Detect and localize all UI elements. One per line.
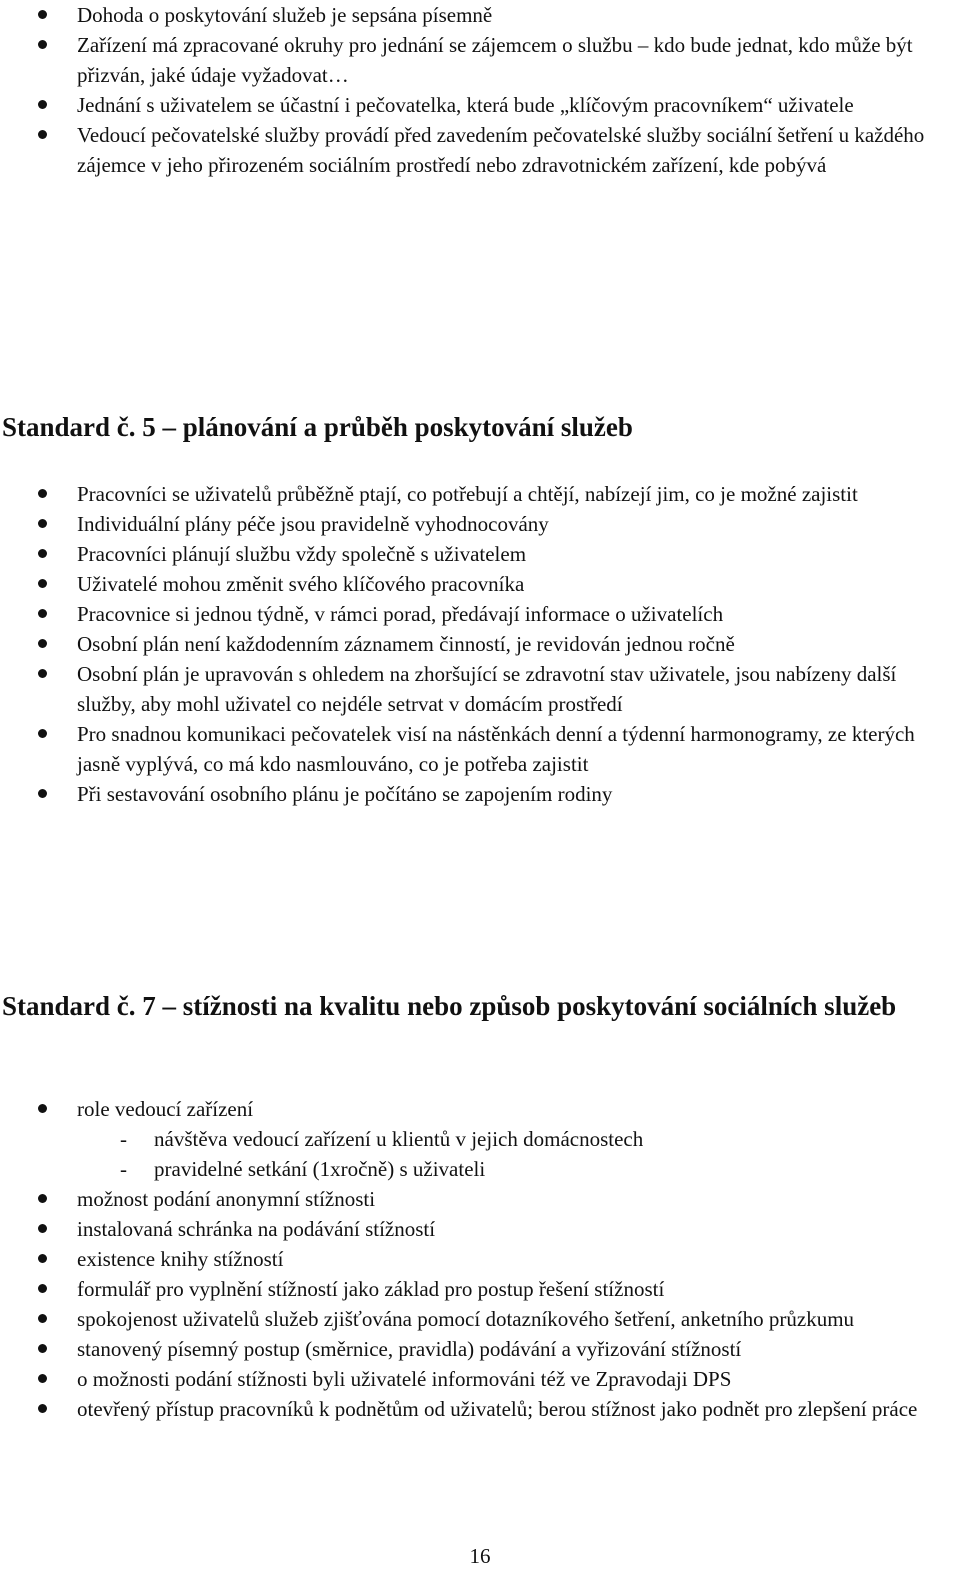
list-item-text: Dohoda o poskytování služeb je sepsána písemně bbox=[77, 3, 493, 27]
standard-7-heading: Standard č. 7 – stížnosti na kvalitu nebo způsob poskytování sociálních služeb bbox=[2, 991, 897, 1021]
bullet-icon bbox=[38, 1404, 47, 1413]
list-item bbox=[0, 1244, 960, 1274]
list-item bbox=[0, 479, 960, 509]
list-item-text: Osobní plán není každodenním záznamem činností, je revidován jednou ročně bbox=[77, 632, 735, 656]
list-item bbox=[0, 719, 960, 779]
sub-list-item bbox=[77, 1154, 954, 1184]
bullet-icon bbox=[38, 40, 47, 49]
standard-5-bullet-list bbox=[0, 479, 960, 809]
list-item bbox=[0, 539, 960, 569]
sub-list-item-text: pravidelné setkání (1xročně) s uživateli bbox=[154, 1157, 486, 1181]
list-item-text: Pracovníci se uživatelů průběžně ptají, co potřebují a chtějí, nabízejí jim, co je možné zajistit bbox=[77, 482, 858, 506]
sub-list-item-text: návštěva vedoucí zařízení u klientů v jejich domácnostech bbox=[154, 1127, 644, 1151]
list-item-text: role vedoucí zařízení bbox=[77, 1097, 254, 1121]
bullet-icon bbox=[38, 1224, 47, 1233]
list-item bbox=[0, 90, 960, 120]
list-item bbox=[0, 569, 960, 599]
list-item-text: existence knihy stížností bbox=[77, 1247, 284, 1271]
bullet-icon bbox=[38, 519, 47, 528]
list-item-text: Pracovníci plánují službu vždy společně s uživatelem bbox=[77, 542, 527, 566]
sub-list-item bbox=[77, 1124, 954, 1154]
list-item-text: možnost podání anonymní stížnosti bbox=[77, 1187, 376, 1211]
list-item-text: Pro snadnou komunikaci pečovatelek visí na nástěnkách denní a týdenní harmonogramy, ze kterých jasně vyplývá, co má kdo nasmlouváno, co je potřeba zajistit bbox=[77, 722, 915, 776]
list-item bbox=[0, 1394, 960, 1424]
list-item-text: Uživatelé mohou změnit svého klíčového pracovníka bbox=[77, 572, 525, 596]
intro-bullet-list bbox=[0, 0, 960, 180]
bullet-icon bbox=[38, 10, 47, 19]
bullet-icon bbox=[38, 609, 47, 618]
list-item bbox=[0, 30, 960, 90]
list-item bbox=[0, 779, 960, 809]
list-item-text: o možnosti podání stížnosti byli uživatelé informováni též ve Zpravodaji DPS bbox=[77, 1367, 732, 1391]
list-item-text: Vedoucí pečovatelské služby provádí před zavedením pečovatelské služby sociální šetření u každého zájemce v jeho přirozeném sociálním prostředí nebo zdravotnickém zařízení, kde pobývá bbox=[77, 123, 925, 177]
list-item-text: Při sestavování osobního plánu je počítáno se zapojením rodiny bbox=[77, 782, 613, 806]
bullet-icon bbox=[38, 669, 47, 678]
bullet-icon bbox=[38, 100, 47, 109]
standard-7-bullet-list bbox=[0, 1094, 960, 1424]
list-item-text: Jednání s uživatelem se účastní i pečovatelka, která bude „klíčovým pracovníkem“ uživatele bbox=[77, 93, 854, 117]
bullet-icon bbox=[38, 130, 47, 139]
list-item bbox=[0, 120, 960, 180]
page-number: 16 bbox=[469, 1544, 491, 1568]
bullet-icon bbox=[38, 1344, 47, 1353]
list-item bbox=[0, 1184, 960, 1214]
list-item-text: Individuální plány péče jsou pravidelně vyhodnocovány bbox=[77, 512, 549, 536]
bullet-icon bbox=[38, 789, 47, 798]
bullet-icon bbox=[38, 1314, 47, 1323]
list-item bbox=[0, 509, 960, 539]
dash-icon: - bbox=[120, 1157, 127, 1181]
bullet-icon bbox=[38, 489, 47, 498]
bullet-icon bbox=[38, 1374, 47, 1383]
bullet-icon bbox=[38, 1254, 47, 1263]
list-item bbox=[0, 1304, 960, 1334]
standard-5-heading: Standard č. 5 – plánování a průběh poskytování služeb bbox=[2, 412, 633, 442]
list-item bbox=[0, 1094, 960, 1184]
list-item-text: otevřený přístup pracovníků k podnětům od uživatelů; berou stížnost jako podnět pro zlepšení práce bbox=[77, 1397, 918, 1421]
list-item-text: formulář pro vyplnění stížností jako základ pro postup řešení stížností bbox=[77, 1277, 665, 1301]
list-item bbox=[0, 1364, 960, 1394]
list-item bbox=[0, 1214, 960, 1244]
bullet-icon bbox=[38, 729, 47, 738]
list-item-text: stanovený písemný postup (směrnice, pravidla) podávání a vyřizování stížností bbox=[77, 1337, 742, 1361]
dash-icon: - bbox=[120, 1127, 127, 1151]
list-item bbox=[0, 599, 960, 629]
list-item-text: instalovaná schránka na podávání stížností bbox=[77, 1217, 436, 1241]
list-item-text: Osobní plán je upravován s ohledem na zhoršující se zdravotní stav uživatele, jsou nabízeny další služby, aby mohl uživatel co nejdéle setrvat v domácím prostředí bbox=[77, 662, 897, 716]
list-item bbox=[0, 1274, 960, 1304]
bullet-icon bbox=[38, 1194, 47, 1203]
list-item bbox=[0, 1334, 960, 1364]
bullet-icon bbox=[38, 579, 47, 588]
list-item bbox=[0, 0, 960, 30]
list-item bbox=[0, 629, 960, 659]
bullet-icon bbox=[38, 1104, 47, 1113]
bullet-icon bbox=[38, 639, 47, 648]
list-item-text: spokojenost uživatelů služeb zjišťována pomocí dotazníkového šetření, anketního průzkumu bbox=[77, 1307, 855, 1331]
bullet-icon bbox=[38, 549, 47, 558]
list-item-text: Zařízení má zpracované okruhy pro jednání se zájemcem o službu – kdo bude jednat, kdo může být přizván, jaké údaje vyžadovat… bbox=[77, 33, 913, 87]
list-item-text: Pracovnice si jednou týdně, v rámci porad, předávají informace o uživatelích bbox=[77, 602, 724, 626]
sub-list bbox=[77, 1124, 954, 1184]
list-item bbox=[0, 659, 960, 719]
bullet-icon bbox=[38, 1284, 47, 1293]
